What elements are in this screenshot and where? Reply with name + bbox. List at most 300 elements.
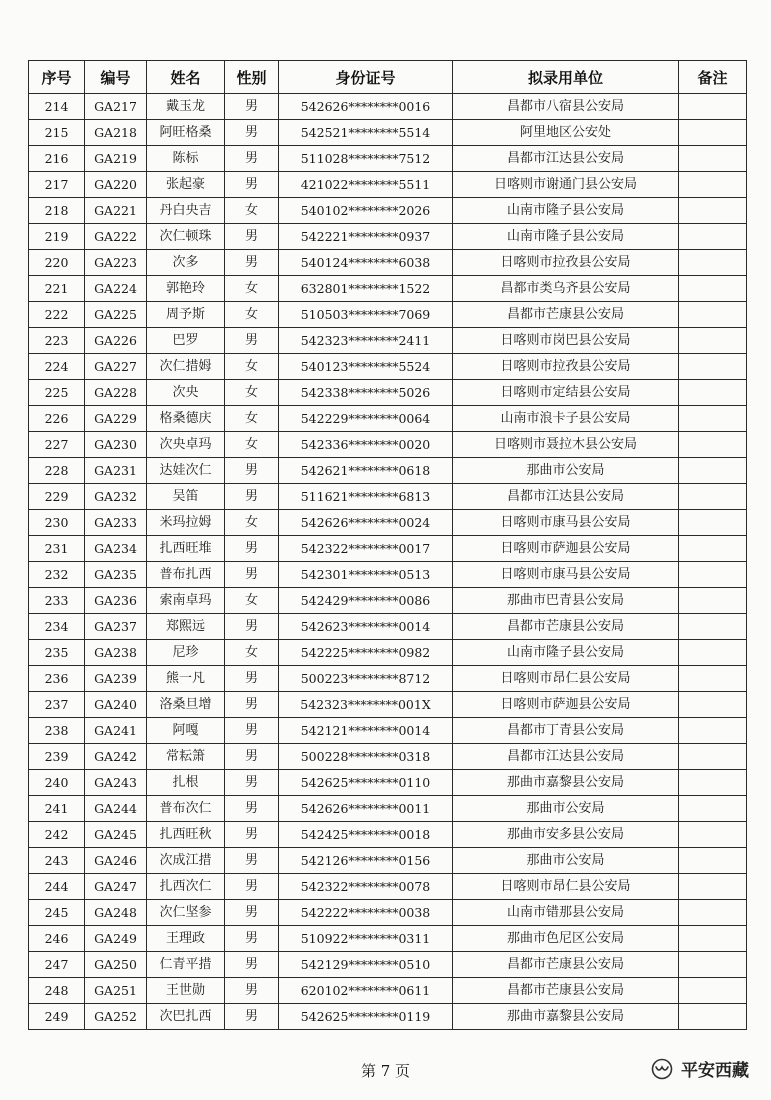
- cell-code: GA246: [85, 848, 147, 874]
- cell-remark: [679, 952, 747, 978]
- cell-code: GA223: [85, 250, 147, 276]
- cell-name: 张起豪: [147, 172, 225, 198]
- cell-name: 阿嘎: [147, 718, 225, 744]
- cell-gender: 男: [225, 1004, 279, 1030]
- cell-unit: 昌都市江达县公安局: [453, 146, 679, 172]
- header-remark: 备注: [679, 61, 747, 94]
- cell-code: GA231: [85, 458, 147, 484]
- cell-remark: [679, 926, 747, 952]
- cell-unit: 日喀则市萨迦县公安局: [453, 692, 679, 718]
- cell-code: GA218: [85, 120, 147, 146]
- cell-gender: 男: [225, 718, 279, 744]
- cell-id-number: 542338********5026: [279, 380, 453, 406]
- table-row: [29, 666, 747, 692]
- cell-name: 次多: [147, 250, 225, 276]
- cell-code: GA243: [85, 770, 147, 796]
- cell-index: 219: [29, 224, 85, 250]
- cell-index: 247: [29, 952, 85, 978]
- cell-unit: 日喀则市昂仁县公安局: [453, 874, 679, 900]
- cell-gender: 男: [225, 692, 279, 718]
- cell-unit: 山南市浪卡子县公安局: [453, 406, 679, 432]
- page-number: 第 7 页: [360, 1062, 411, 1080]
- cell-name: 郭艳玲: [147, 276, 225, 302]
- cell-code: GA233: [85, 510, 147, 536]
- cell-index: 242: [29, 822, 85, 848]
- cell-id-number: 511028********7512: [279, 146, 453, 172]
- cell-gender: 男: [225, 536, 279, 562]
- cell-unit: 那曲市嘉黎县公安局: [453, 770, 679, 796]
- cell-remark: [679, 120, 747, 146]
- cell-id-number: 542626********0024: [279, 510, 453, 536]
- cell-gender: 男: [225, 926, 279, 952]
- candidate-table: [28, 60, 747, 1030]
- cell-id-number: 542429********0086: [279, 588, 453, 614]
- cell-index: 217: [29, 172, 85, 198]
- cell-index: 244: [29, 874, 85, 900]
- cell-id-number: 542626********0016: [279, 94, 453, 120]
- cell-remark: [679, 224, 747, 250]
- cell-id-number: 632801********1522: [279, 276, 453, 302]
- cell-index: 229: [29, 484, 85, 510]
- cell-code: GA248: [85, 900, 147, 926]
- cell-remark: [679, 510, 747, 536]
- cell-name: 丹白央吉: [147, 198, 225, 224]
- cell-code: GA252: [85, 1004, 147, 1030]
- cell-name: 扎根: [147, 770, 225, 796]
- cell-name: 熊一凡: [147, 666, 225, 692]
- cell-index: 234: [29, 614, 85, 640]
- cell-id-number: 500228********0318: [279, 744, 453, 770]
- cell-name: 米玛拉姆: [147, 510, 225, 536]
- cell-name: 次央: [147, 380, 225, 406]
- table-row: [29, 718, 747, 744]
- cell-id-number: 542625********0119: [279, 1004, 453, 1030]
- cell-gender: 男: [225, 666, 279, 692]
- cell-id-number: 500223********8712: [279, 666, 453, 692]
- cell-gender: 男: [225, 562, 279, 588]
- cell-remark: [679, 770, 747, 796]
- cell-gender: 男: [225, 822, 279, 848]
- watermark: [649, 1056, 749, 1081]
- cell-name: 仁青平措: [147, 952, 225, 978]
- cell-name: 周予斯: [147, 302, 225, 328]
- cell-remark: [679, 458, 747, 484]
- cell-remark: [679, 380, 747, 406]
- cell-unit: 山南市隆子县公安局: [453, 640, 679, 666]
- table-row: [29, 146, 747, 172]
- cell-gender: 男: [225, 848, 279, 874]
- cell-code: GA249: [85, 926, 147, 952]
- cell-unit: 山南市隆子县公安局: [453, 224, 679, 250]
- cell-unit: 日喀则市聂拉木县公安局: [453, 432, 679, 458]
- cell-unit: 日喀则市岗巴县公安局: [453, 328, 679, 354]
- cell-index: 240: [29, 770, 85, 796]
- cell-gender: 男: [225, 250, 279, 276]
- cell-gender: 男: [225, 874, 279, 900]
- table-row: [29, 302, 747, 328]
- cell-unit: 昌都市芒康县公安局: [453, 614, 679, 640]
- cell-remark: [679, 666, 747, 692]
- cell-unit: 日喀则市定结县公安局: [453, 380, 679, 406]
- cell-gender: 男: [225, 94, 279, 120]
- cell-unit: 昌都市八宿县公安局: [453, 94, 679, 120]
- cell-gender: 女: [225, 588, 279, 614]
- cell-id-number: 542323********001X: [279, 692, 453, 718]
- cell-name: 洛桑旦增: [147, 692, 225, 718]
- cell-remark: [679, 484, 747, 510]
- cell-unit: 日喀则市康马县公安局: [453, 562, 679, 588]
- cell-id-number: 510922********0311: [279, 926, 453, 952]
- cell-gender: 男: [225, 978, 279, 1004]
- cell-id-number: 540124********6038: [279, 250, 453, 276]
- cell-remark: [679, 146, 747, 172]
- cell-name: 次仁顿珠: [147, 224, 225, 250]
- table-row: [29, 848, 747, 874]
- cell-code: GA250: [85, 952, 147, 978]
- cell-gender: 男: [225, 458, 279, 484]
- cell-remark: [679, 822, 747, 848]
- cell-index: 221: [29, 276, 85, 302]
- cell-index: 235: [29, 640, 85, 666]
- cell-remark: [679, 302, 747, 328]
- cell-remark: [679, 406, 747, 432]
- cell-code: GA217: [85, 94, 147, 120]
- cell-code: GA226: [85, 328, 147, 354]
- table-row: [29, 614, 747, 640]
- table-row: [29, 484, 747, 510]
- cell-unit: 昌都市江达县公安局: [453, 744, 679, 770]
- cell-index: 216: [29, 146, 85, 172]
- cell-unit: 昌都市江达县公安局: [453, 484, 679, 510]
- cell-code: GA224: [85, 276, 147, 302]
- cell-code: GA234: [85, 536, 147, 562]
- cell-code: GA241: [85, 718, 147, 744]
- cell-name: 普布扎西: [147, 562, 225, 588]
- cell-remark: [679, 432, 747, 458]
- cell-index: 226: [29, 406, 85, 432]
- cell-id-number: 511621********6813: [279, 484, 453, 510]
- watermark-text: 平安西藏: [681, 1061, 749, 1081]
- cell-id-number: 542322********0078: [279, 874, 453, 900]
- cell-name: 次仁措姆: [147, 354, 225, 380]
- cell-unit: 那曲市色尼区公安局: [453, 926, 679, 952]
- cell-unit: 那曲市公安局: [453, 796, 679, 822]
- cell-index: 230: [29, 510, 85, 536]
- cell-name: 戴玉龙: [147, 94, 225, 120]
- cell-name: 王理政: [147, 926, 225, 952]
- cell-index: 241: [29, 796, 85, 822]
- cell-id-number: 542521********5514: [279, 120, 453, 146]
- cell-unit: 山南市错那县公安局: [453, 900, 679, 926]
- cell-remark: [679, 796, 747, 822]
- cell-unit: 日喀则市昂仁县公安局: [453, 666, 679, 692]
- cell-remark: [679, 692, 747, 718]
- cell-index: 233: [29, 588, 85, 614]
- cell-code: GA247: [85, 874, 147, 900]
- cell-unit: 那曲市嘉黎县公安局: [453, 1004, 679, 1030]
- cell-index: 218: [29, 198, 85, 224]
- wechat-channel-icon: [649, 1058, 675, 1080]
- cell-gender: 男: [225, 900, 279, 926]
- table-row: [29, 380, 747, 406]
- cell-id-number: 542126********0156: [279, 848, 453, 874]
- cell-name: 陈标: [147, 146, 225, 172]
- cell-id-number: 542221********0937: [279, 224, 453, 250]
- table-row: [29, 536, 747, 562]
- cell-id-number: 542621********0618: [279, 458, 453, 484]
- cell-unit: 日喀则市康马县公安局: [453, 510, 679, 536]
- cell-unit: 昌都市芒康县公安局: [453, 978, 679, 1004]
- header-code: 编号: [85, 61, 147, 94]
- cell-remark: [679, 900, 747, 926]
- cell-name: 普布次仁: [147, 796, 225, 822]
- cell-id-number: 542229********0064: [279, 406, 453, 432]
- cell-gender: 男: [225, 172, 279, 198]
- header-id-number: 身份证号: [279, 61, 453, 94]
- table-row: [29, 458, 747, 484]
- table-row: [29, 198, 747, 224]
- cell-remark: [679, 250, 747, 276]
- cell-remark: [679, 94, 747, 120]
- cell-code: GA225: [85, 302, 147, 328]
- cell-gender: 男: [225, 614, 279, 640]
- cell-remark: [679, 172, 747, 198]
- cell-remark: [679, 328, 747, 354]
- table-row: [29, 250, 747, 276]
- cell-name: 次成江措: [147, 848, 225, 874]
- cell-remark: [679, 588, 747, 614]
- table-row: [29, 276, 747, 302]
- cell-id-number: 540123********5524: [279, 354, 453, 380]
- cell-gender: 女: [225, 432, 279, 458]
- table-row: [29, 354, 747, 380]
- table-row: [29, 1004, 747, 1030]
- table-row: [29, 562, 747, 588]
- table-row: [29, 588, 747, 614]
- cell-index: 214: [29, 94, 85, 120]
- cell-index: 215: [29, 120, 85, 146]
- table-row: [29, 770, 747, 796]
- cell-remark: [679, 614, 747, 640]
- cell-index: 246: [29, 926, 85, 952]
- cell-index: 220: [29, 250, 85, 276]
- table-row: [29, 120, 747, 146]
- table-row: [29, 900, 747, 926]
- table-row: [29, 796, 747, 822]
- cell-name: 索南卓玛: [147, 588, 225, 614]
- cell-index: 223: [29, 328, 85, 354]
- cell-id-number: 542626********0011: [279, 796, 453, 822]
- cell-unit: 那曲市公安局: [453, 848, 679, 874]
- cell-remark: [679, 640, 747, 666]
- cell-code: GA227: [85, 354, 147, 380]
- table-row: [29, 432, 747, 458]
- cell-id-number: 542301********0513: [279, 562, 453, 588]
- cell-remark: [679, 536, 747, 562]
- header-unit: 拟录用单位: [453, 61, 679, 94]
- table-row: [29, 952, 747, 978]
- cell-name: 扎西旺堆: [147, 536, 225, 562]
- cell-name: 巴罗: [147, 328, 225, 354]
- cell-gender: 男: [225, 328, 279, 354]
- table-row: [29, 94, 747, 120]
- table-body: [29, 94, 747, 1030]
- table-row: [29, 406, 747, 432]
- cell-unit: 山南市隆子县公安局: [453, 198, 679, 224]
- cell-id-number: 542322********0017: [279, 536, 453, 562]
- cell-id-number: 542625********0110: [279, 770, 453, 796]
- cell-unit: 日喀则市萨迦县公安局: [453, 536, 679, 562]
- cell-code: GA228: [85, 380, 147, 406]
- table-row: [29, 224, 747, 250]
- cell-name: 扎西次仁: [147, 874, 225, 900]
- cell-unit: 日喀则市拉孜县公安局: [453, 250, 679, 276]
- cell-gender: 女: [225, 380, 279, 406]
- cell-name: 次巴扎西: [147, 1004, 225, 1030]
- table-row: [29, 510, 747, 536]
- cell-gender: 女: [225, 510, 279, 536]
- cell-gender: 男: [225, 484, 279, 510]
- cell-remark: [679, 354, 747, 380]
- cell-gender: 女: [225, 198, 279, 224]
- table-row: [29, 640, 747, 666]
- cell-unit: 昌都市类乌齐县公安局: [453, 276, 679, 302]
- cell-unit: 昌都市芒康县公安局: [453, 952, 679, 978]
- cell-id-number: 542425********0018: [279, 822, 453, 848]
- cell-code: GA221: [85, 198, 147, 224]
- cell-remark: [679, 978, 747, 1004]
- table-row: [29, 692, 747, 718]
- header-name: 姓名: [147, 61, 225, 94]
- cell-id-number: 542121********0014: [279, 718, 453, 744]
- cell-index: 227: [29, 432, 85, 458]
- table-row: [29, 978, 747, 1004]
- cell-remark: [679, 848, 747, 874]
- cell-code: GA229: [85, 406, 147, 432]
- cell-gender: 女: [225, 354, 279, 380]
- cell-index: 248: [29, 978, 85, 1004]
- cell-name: 扎西旺秋: [147, 822, 225, 848]
- table-row: [29, 822, 747, 848]
- cell-remark: [679, 562, 747, 588]
- cell-gender: 男: [225, 744, 279, 770]
- cell-code: GA220: [85, 172, 147, 198]
- cell-gender: 女: [225, 406, 279, 432]
- cell-id-number: 620102********0611: [279, 978, 453, 1004]
- cell-index: 232: [29, 562, 85, 588]
- cell-name: 次央卓玛: [147, 432, 225, 458]
- cell-index: 238: [29, 718, 85, 744]
- table-row: [29, 744, 747, 770]
- cell-remark: [679, 198, 747, 224]
- cell-code: GA235: [85, 562, 147, 588]
- cell-gender: 女: [225, 640, 279, 666]
- cell-gender: 男: [225, 952, 279, 978]
- cell-unit: 昌都市芒康县公安局: [453, 302, 679, 328]
- cell-name: 吴笛: [147, 484, 225, 510]
- cell-index: 224: [29, 354, 85, 380]
- cell-index: 239: [29, 744, 85, 770]
- cell-remark: [679, 1004, 747, 1030]
- cell-name: 常耘箫: [147, 744, 225, 770]
- cell-code: GA238: [85, 640, 147, 666]
- cell-name: 郑熙远: [147, 614, 225, 640]
- cell-id-number: 421022********5511: [279, 172, 453, 198]
- cell-remark: [679, 276, 747, 302]
- cell-gender: 男: [225, 146, 279, 172]
- cell-code: GA240: [85, 692, 147, 718]
- cell-unit: 日喀则市拉孜县公安局: [453, 354, 679, 380]
- cell-code: GA236: [85, 588, 147, 614]
- cell-unit: 那曲市公安局: [453, 458, 679, 484]
- cell-unit: 日喀则市谢通门县公安局: [453, 172, 679, 198]
- cell-name: 尼珍: [147, 640, 225, 666]
- cell-index: 225: [29, 380, 85, 406]
- cell-code: GA242: [85, 744, 147, 770]
- table-header-row: [29, 61, 747, 94]
- table-row: [29, 328, 747, 354]
- cell-id-number: 542323********2411: [279, 328, 453, 354]
- cell-unit: 那曲市安多县公安局: [453, 822, 679, 848]
- cell-gender: 男: [225, 770, 279, 796]
- cell-id-number: 510503********7069: [279, 302, 453, 328]
- cell-gender: 男: [225, 120, 279, 146]
- cell-remark: [679, 744, 747, 770]
- cell-code: GA244: [85, 796, 147, 822]
- cell-code: GA230: [85, 432, 147, 458]
- header-index: 序号: [29, 61, 85, 94]
- cell-index: 228: [29, 458, 85, 484]
- cell-id-number: 542623********0014: [279, 614, 453, 640]
- cell-code: GA251: [85, 978, 147, 1004]
- cell-code: GA219: [85, 146, 147, 172]
- cell-index: 243: [29, 848, 85, 874]
- cell-remark: [679, 718, 747, 744]
- cell-code: GA237: [85, 614, 147, 640]
- cell-name: 达娃次仁: [147, 458, 225, 484]
- cell-gender: 女: [225, 302, 279, 328]
- cell-code: GA245: [85, 822, 147, 848]
- cell-id-number: 540102********2026: [279, 198, 453, 224]
- cell-code: GA239: [85, 666, 147, 692]
- cell-unit: 昌都市丁青县公安局: [453, 718, 679, 744]
- cell-index: 231: [29, 536, 85, 562]
- cell-remark: [679, 874, 747, 900]
- cell-name: 王世勋: [147, 978, 225, 1004]
- cell-code: GA222: [85, 224, 147, 250]
- cell-index: 249: [29, 1004, 85, 1030]
- cell-index: 236: [29, 666, 85, 692]
- cell-id-number: 542336********0020: [279, 432, 453, 458]
- cell-name: 阿旺格桑: [147, 120, 225, 146]
- cell-index: 237: [29, 692, 85, 718]
- cell-gender: 男: [225, 796, 279, 822]
- cell-id-number: 542129********0510: [279, 952, 453, 978]
- table-row: [29, 926, 747, 952]
- cell-index: 222: [29, 302, 85, 328]
- cell-unit: 阿里地区公安处: [453, 120, 679, 146]
- cell-id-number: 542225********0982: [279, 640, 453, 666]
- header-gender: 性别: [225, 61, 279, 94]
- table-row: [29, 172, 747, 198]
- cell-index: 245: [29, 900, 85, 926]
- cell-name: 格桑德庆: [147, 406, 225, 432]
- cell-gender: 男: [225, 224, 279, 250]
- cell-name: 次仁坚参: [147, 900, 225, 926]
- cell-code: GA232: [85, 484, 147, 510]
- cell-id-number: 542222********0038: [279, 900, 453, 926]
- cell-unit: 那曲市巴青县公安局: [453, 588, 679, 614]
